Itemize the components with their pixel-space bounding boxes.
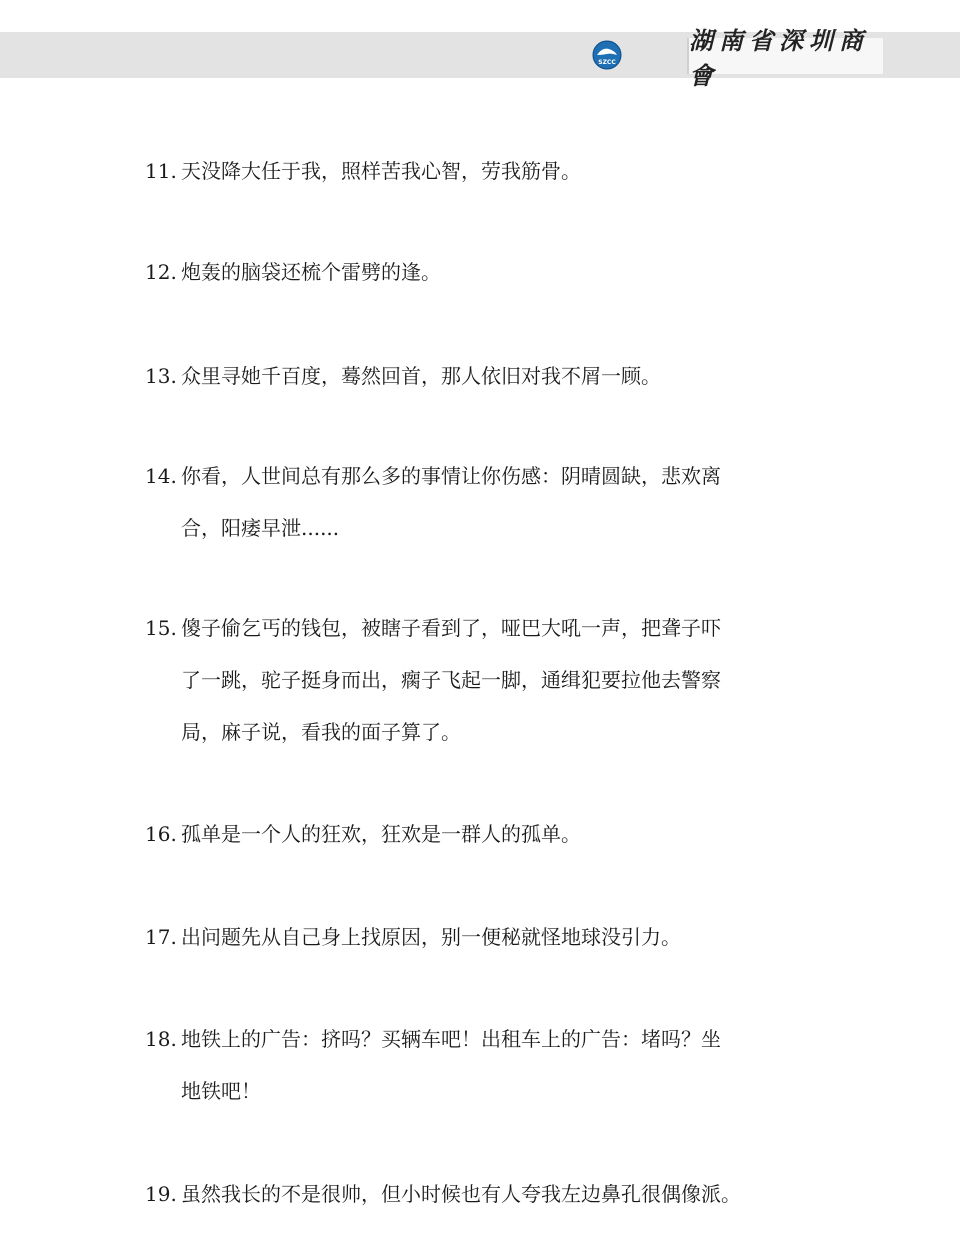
joke-number: 12. <box>145 260 177 284</box>
joke-number: 11. <box>145 159 177 183</box>
joke-text: 孤单是一个人的狂欢，狂欢是一群人的孤单。 <box>181 822 581 846</box>
joke-line <box>145 602 835 654</box>
joke-line <box>145 350 835 402</box>
joke-item <box>145 911 835 963</box>
joke-text: 地铁上的广告：挤吗？买辆车吧！出租车上的广告：堵吗？坐 <box>181 1027 721 1051</box>
joke-line <box>145 808 835 860</box>
joke-text: 合，阳痿早泄...... <box>181 516 340 540</box>
joke-item <box>145 1013 835 1117</box>
joke-text: 出问题先从自己身上找原因，别一便秘就怪地球没引力。 <box>181 925 681 949</box>
joke-text: 众里寻她千百度，蓦然回首，那人依旧对我不屑一顾。 <box>181 364 661 388</box>
joke-line <box>145 1013 835 1065</box>
joke-line <box>145 1065 835 1117</box>
joke-number: 16. <box>145 822 177 846</box>
joke-number: 15. <box>145 616 177 640</box>
joke-item <box>145 1168 835 1220</box>
joke-line <box>145 911 835 963</box>
joke-item <box>145 246 835 298</box>
joke-number: 17. <box>145 925 177 949</box>
joke-number: 18. <box>145 1027 177 1051</box>
joke-line <box>145 502 835 554</box>
joke-line <box>145 654 835 706</box>
joke-text: 天没降大任于我，照样苦我心智，劳我筋骨。 <box>181 159 581 183</box>
joke-item <box>145 350 835 402</box>
joke-line <box>145 1168 835 1220</box>
joke-number: 19. <box>145 1182 177 1206</box>
joke-text: 虽然我长的不是很帅，但小时候也有人夸我左边鼻孔很偶像派。 <box>181 1182 741 1206</box>
joke-text: 你看，人世间总有那么多的事情让你伤感：阴晴圆缺，悲欢离 <box>181 464 721 488</box>
joke-line <box>145 246 835 298</box>
joke-line <box>145 145 835 197</box>
joke-item <box>145 808 835 860</box>
joke-line <box>145 450 835 502</box>
joke-line <box>145 706 835 758</box>
joke-number: 14. <box>145 464 177 488</box>
joke-text: 傻子偷乞丐的钱包，被瞎子看到了，哑巴大吼一声，把聋子吓 <box>181 616 721 640</box>
joke-text: 了一跳，驼子挺身而出，瘸子飞起一脚，通缉犯要拉他去警察 <box>181 668 721 692</box>
joke-text: 局，麻子说，看我的面子算了。 <box>181 720 461 744</box>
org-name: 湖南省深圳商會 <box>689 26 869 90</box>
joke-text: 地铁吧！ <box>181 1079 261 1103</box>
joke-item <box>145 450 835 554</box>
joke-number: 13. <box>145 364 177 388</box>
joke-text: 炮轰的脑袋还梳个雷劈的逢。 <box>181 260 441 284</box>
logo-text: SZCC <box>598 59 616 66</box>
joke-item <box>145 145 835 197</box>
joke-item <box>145 602 835 758</box>
